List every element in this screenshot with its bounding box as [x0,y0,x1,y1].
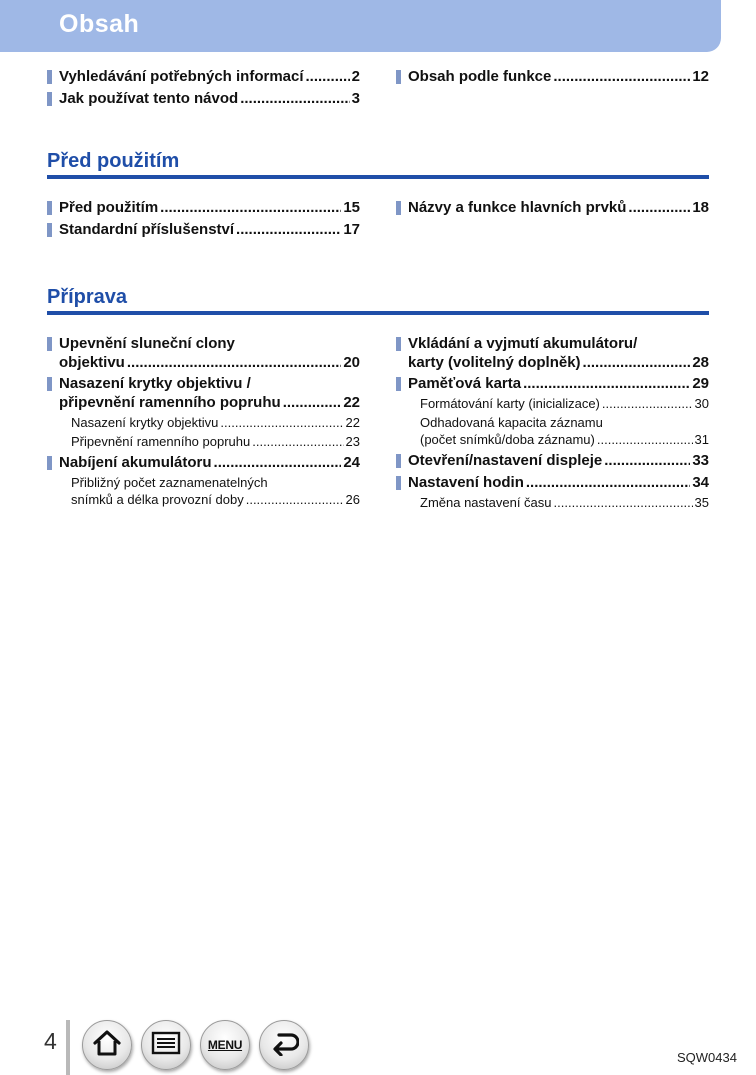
menu-button[interactable] [200,1020,250,1070]
page-title: Obsah [59,10,140,38]
toc-entry[interactable]: Standardní příslušenství ..... 17 [47,220,360,239]
toc-entry[interactable]: Nastavení hodin ..... 34 [396,473,709,492]
section-divider [47,175,709,179]
home-icon [92,1029,122,1062]
document-code: SQW0434 [677,1050,737,1065]
header-banner [0,0,721,52]
toc-entry[interactable]: Nasazení krytky objektivu / připevnění ramenního popruhu ..... 22 [47,374,360,412]
intro-right-column [396,67,709,86]
toc-subentry[interactable]: Nasazení krytky objektivu ..... 22 [47,414,360,431]
toc-subentry[interactable]: Přibližný počet zaznamenatelných snímků a délka provozní doby ..... 26 [47,474,360,508]
back-icon [269,1030,299,1061]
footer-divider [66,1020,70,1075]
toc-subentry[interactable]: Připevnění ramenního popruhu ..... 23 [47,433,360,450]
section-title-pred-pouzitim: Před použitím [47,150,180,172]
toc-entry[interactable]: Názvy a funkce hlavních prvků ..... 18 [396,198,709,217]
intro-left-column [47,67,360,108]
home-button[interactable] [82,1020,132,1070]
toc-subentry[interactable]: Změna nastavení času ..... 35 [396,494,709,511]
section2-left-column [47,334,360,508]
contents-button[interactable] [141,1020,191,1070]
toc-subentry[interactable]: Formátování karty (inicializace) ..... 30 [396,395,709,412]
toc-entry[interactable]: Vkládání a vyjmutí akumulátoru/ karty (volitelný doplněk) ..... 28 [396,334,709,372]
toc-entry[interactable]: Před použitím ..... 15 [47,198,360,217]
menu-icon: MENU [207,1038,243,1052]
page-number: 4 [44,1028,57,1054]
toc-entry[interactable]: Vyhledávání potřebných informací ..... 2 [47,67,360,86]
list-icon [151,1031,181,1060]
section2-right-column [396,334,709,511]
section-title-priprava: Příprava [47,286,128,308]
section1-left-column [47,198,360,239]
toc-entry[interactable]: Paměťová karta ..... 29 [396,374,709,393]
toc-entry[interactable]: Obsah podle funkce ..... 12 [396,67,709,86]
section1-right-column [396,198,709,217]
toc-entry[interactable]: Nabíjení akumulátoru ..... 24 [47,453,360,472]
toc-entry[interactable]: Upevnění sluneční clony objektivu ..... 20 [47,334,360,372]
toc-subentry[interactable]: Odhadovaná kapacita záznamu (počet snímků/doba záznamu) ..... 31 [396,414,709,448]
toc-entry[interactable]: Otevření/nastavení displeje ..... 33 [396,451,709,470]
toc-entry[interactable]: Jak používat tento návod ..... 3 [47,89,360,108]
back-button[interactable] [259,1020,309,1070]
section-divider [47,311,709,315]
